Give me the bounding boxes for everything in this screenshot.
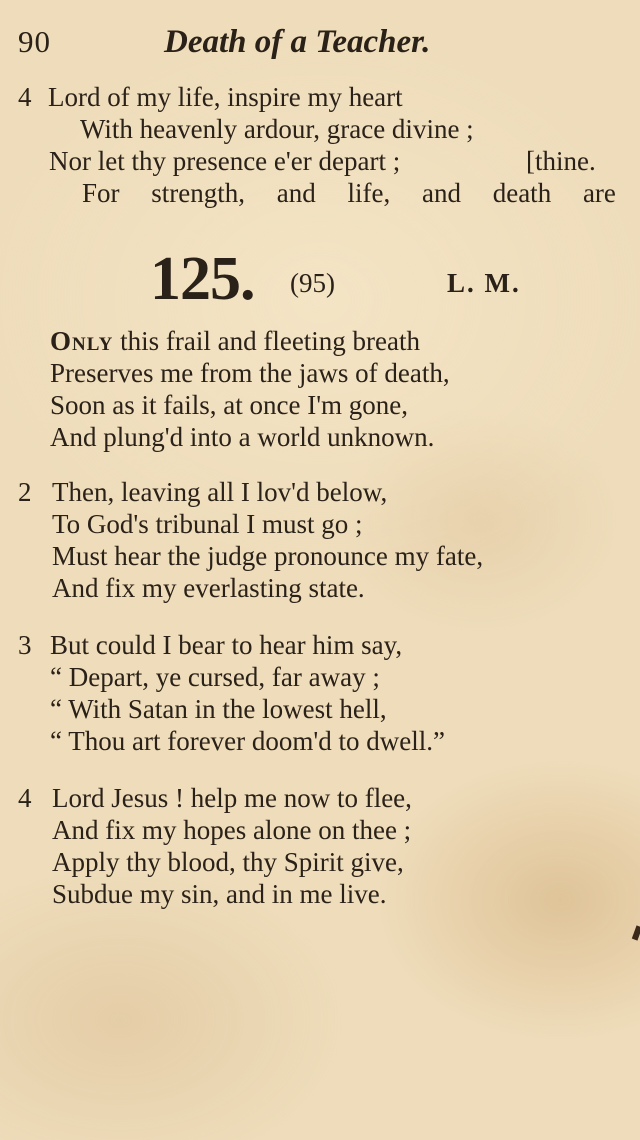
verse-line: Lord Jesus ! help me now to flee, (52, 783, 412, 813)
verse-line: Soon as it fails, at once I'm gone, (50, 390, 409, 420)
running-title: Death of a Teacher. (164, 24, 431, 60)
verse-line: And fix my hopes alone on thee ; (52, 815, 412, 845)
first-word: Only (50, 326, 114, 356)
verse-number: 3 (18, 630, 32, 660)
verse-line: Nor let thy presence e'er depart ; (49, 146, 401, 176)
hymn-verse-2 (18, 477, 630, 607)
verse-line: “ Depart, ye cursed, far away ; (50, 662, 380, 692)
word: and (421, 178, 461, 208)
word: are (582, 178, 616, 208)
verse-line: And fix my everlasting state. (52, 573, 365, 603)
verse-line: And plung'd into a world unknown. (50, 422, 435, 452)
verse-line: “ Thou art forever doom'd to dwell.” (50, 726, 445, 756)
verse-line: Preserves me from the jaws of death, (50, 358, 450, 388)
hymn-verse-3 (18, 630, 630, 760)
tune-reference: (95) (290, 268, 335, 298)
verse-line: Apply thy blood, thy Spirit give, (52, 847, 404, 877)
verse-number: 2 (18, 477, 32, 507)
hymn-number: 125. (150, 245, 255, 313)
verse-number: 4 (18, 783, 32, 813)
verse-line: To God's tribunal I must go ; (52, 509, 363, 539)
verse-line: “ With Satan in the lowest hell, (50, 694, 387, 724)
first-line-rest: this frail and fleeting breath (113, 326, 421, 356)
verse-number: 4 (18, 82, 32, 112)
verse-line: Subdue my sin, and in me live. (52, 879, 387, 909)
verse-line: With heavenly ardour, grace divine ; (80, 114, 474, 144)
verse-line-justified (82, 178, 616, 209)
meter-label: L. M. (447, 268, 521, 298)
word: and (276, 178, 316, 208)
hymn-heading (0, 244, 640, 314)
page-number: 90 (18, 24, 51, 59)
ink-mark (632, 925, 640, 940)
hymn-verse-1 (50, 326, 630, 456)
verse-line: But could I bear to hear him say, (50, 630, 403, 660)
verse-line (50, 326, 420, 357)
word: strength, (151, 178, 246, 208)
page-header (18, 24, 620, 68)
word: death (492, 178, 552, 208)
hymn-verse-4 (18, 783, 630, 913)
verse-line: Must hear the judge pronounce my fate, (52, 541, 484, 571)
verse-line: Then, leaving all I lov'd below, (52, 477, 388, 507)
turnover-word: [thine. (526, 146, 596, 176)
word: For (82, 178, 120, 208)
word: life, (347, 178, 391, 208)
verse-line: Lord of my life, inspire my heart (48, 82, 403, 112)
